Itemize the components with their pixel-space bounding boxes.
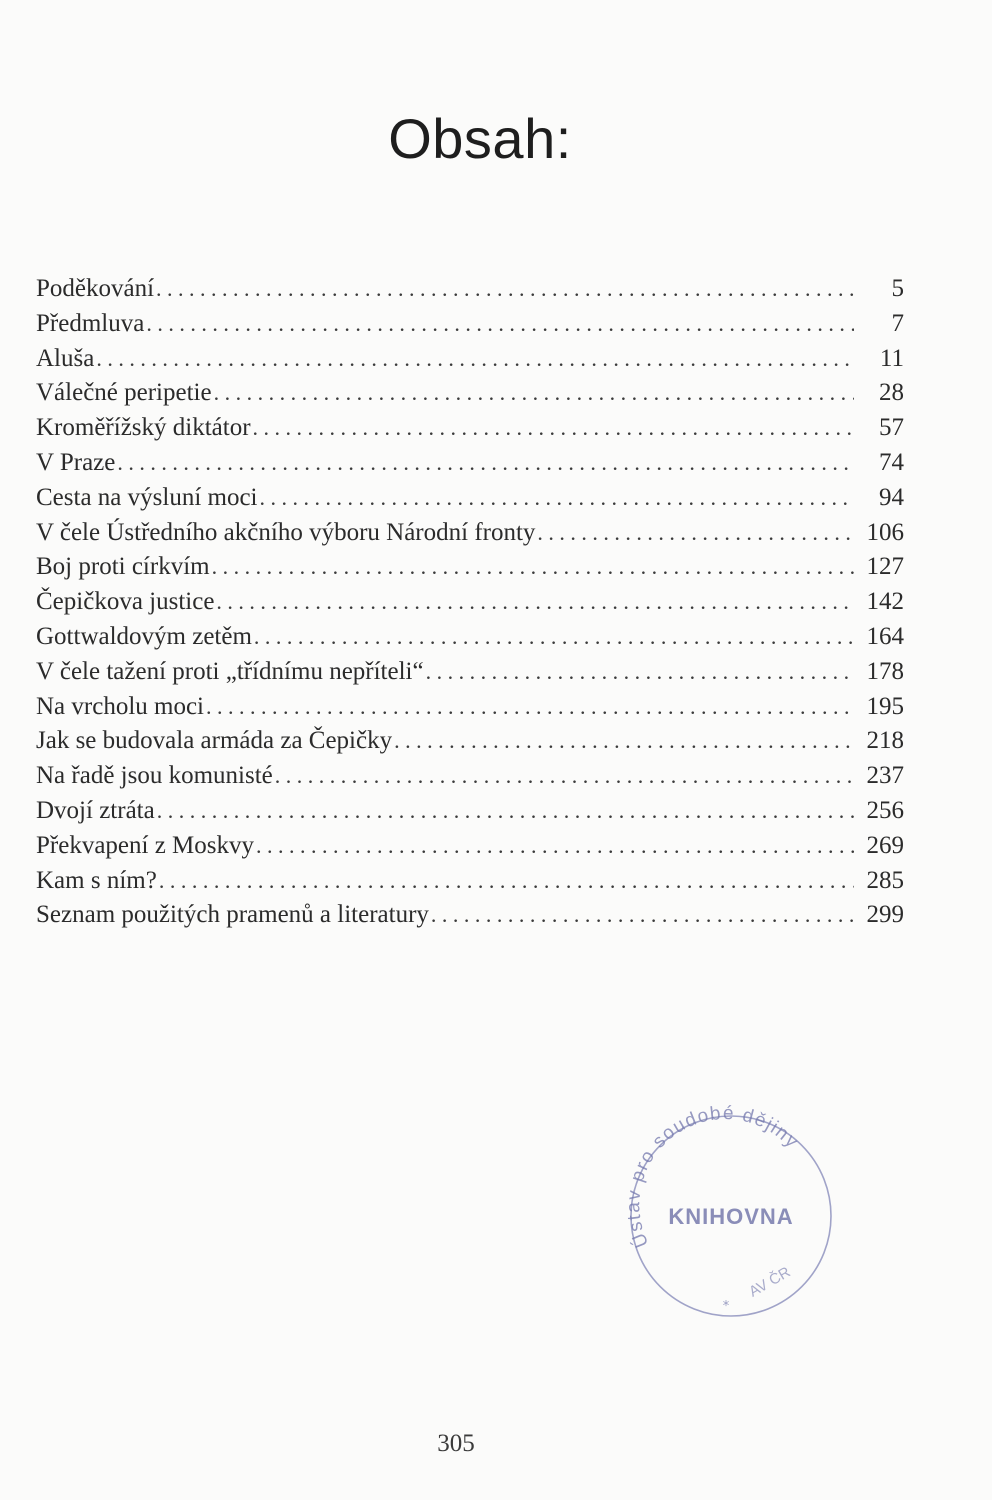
toc-entry [36, 342, 904, 377]
toc-dot-leader [394, 724, 854, 759]
toc-entry [36, 620, 904, 655]
toc-entry-title: Na vrcholu moci [36, 692, 205, 720]
toc-entry [36, 829, 904, 864]
toc-entry-page: 5 [891, 275, 904, 302]
toc-dot-leader [253, 411, 854, 446]
toc-entry [36, 585, 904, 620]
toc-dot-leader [431, 898, 854, 933]
toc-dot-leader [96, 342, 854, 377]
page-number: 305 [437, 1430, 475, 1457]
toc-entry-title: Kroměřížský diktátor [36, 414, 251, 442]
toc-entry-title: Kam s ním? [36, 866, 157, 894]
toc-dot-leader [216, 585, 854, 620]
page-title: Obsah: [388, 107, 572, 170]
toc-entry [36, 864, 904, 899]
toc-entry [36, 655, 904, 690]
toc-dot-leader [159, 864, 854, 899]
toc-entry [36, 759, 904, 794]
stamp-center-text: KNIHOVNA [668, 1204, 794, 1229]
toc-entry-title: Gottwaldovým zetěm [36, 622, 252, 650]
library-stamp [622, 1100, 840, 1330]
toc-entry-title: Cesta na výsluní moci [36, 483, 258, 511]
toc-entry-page: 7 [891, 309, 904, 337]
toc-entry-page: 11 [879, 344, 904, 372]
toc-entry-title: V Praze [36, 448, 116, 476]
toc-entry-page: 285 [866, 866, 904, 894]
toc-entry-page: 256 [866, 796, 904, 824]
stamp-star-icon: * [722, 1299, 730, 1314]
toc-entry [36, 690, 904, 725]
toc-entry-page: 106 [866, 518, 904, 546]
toc-entry-title: Seznam použitých pramenů a literatury [36, 901, 429, 929]
toc-entry-page: 195 [866, 692, 904, 720]
toc-entry [36, 376, 904, 411]
toc-dot-leader [156, 272, 854, 307]
toc-entry-title: Boj proti církvím [36, 553, 210, 581]
toc-entry-page: 178 [866, 657, 904, 685]
toc-entry-title: Aluša [36, 344, 95, 372]
toc-entry-page: 218 [866, 727, 904, 755]
toc-dot-leader [214, 376, 854, 411]
stamp-outer-text: Ústav pro soudobé dějiny [623, 1102, 803, 1251]
toc-entry-title: Překvapení z Moskvy [36, 831, 255, 859]
toc-entry [36, 516, 904, 551]
toc-dot-leader [212, 550, 854, 585]
toc-entry-page: 237 [866, 762, 904, 790]
toc-entry-title: Poděkování [36, 275, 155, 302]
toc-entry-page: 57 [879, 414, 904, 442]
toc-entry-title: Na řadě jsou komunisté [36, 762, 273, 790]
toc-entry-title: V čele Ústředního akčního výboru Národní fronty [36, 518, 536, 546]
toc-entry [36, 898, 904, 933]
table-of-contents [36, 272, 904, 933]
toc-entry-page: 74 [879, 448, 904, 476]
toc-entry [36, 550, 904, 585]
toc-entry-title: Čepičkova justice [36, 588, 215, 616]
toc-entry-title: Předmluva [36, 309, 145, 337]
toc-entry-title: V čele tažení proti „třídnímu nepříteli“ [36, 657, 424, 685]
toc-dot-leader [260, 481, 855, 516]
toc-entry [36, 794, 904, 829]
toc-entry [36, 724, 904, 759]
toc-entry [36, 411, 904, 446]
toc-entry-page: 127 [866, 553, 904, 581]
toc-entry-page: 94 [879, 483, 904, 511]
toc-dot-leader [275, 759, 854, 794]
toc-dot-leader [206, 690, 854, 725]
toc-dot-leader [256, 829, 854, 864]
toc-dot-leader [254, 620, 854, 655]
toc-dot-leader [426, 655, 854, 690]
toc-entry-title: Válečné peripetie [36, 379, 212, 407]
toc-dot-leader [537, 516, 854, 551]
toc-entry-title: Jak se budovala armáda za Čepičky [36, 727, 393, 755]
toc-dot-leader [117, 446, 854, 481]
toc-entry [36, 481, 904, 516]
toc-entry-page: 28 [879, 379, 904, 407]
toc-entry-page: 142 [866, 588, 904, 616]
toc-entry [36, 446, 904, 481]
toc-entry [36, 272, 904, 307]
toc-entry [36, 307, 904, 342]
toc-entry-page: 299 [866, 901, 904, 929]
toc-dot-leader [157, 794, 854, 829]
toc-dot-leader [146, 307, 854, 342]
toc-entry-page: 164 [866, 622, 904, 650]
toc-entry-page: 269 [866, 831, 904, 859]
toc-entry-title: Dvojí ztráta [36, 796, 155, 824]
stamp-bottom-text: AV ČR [746, 1263, 794, 1301]
